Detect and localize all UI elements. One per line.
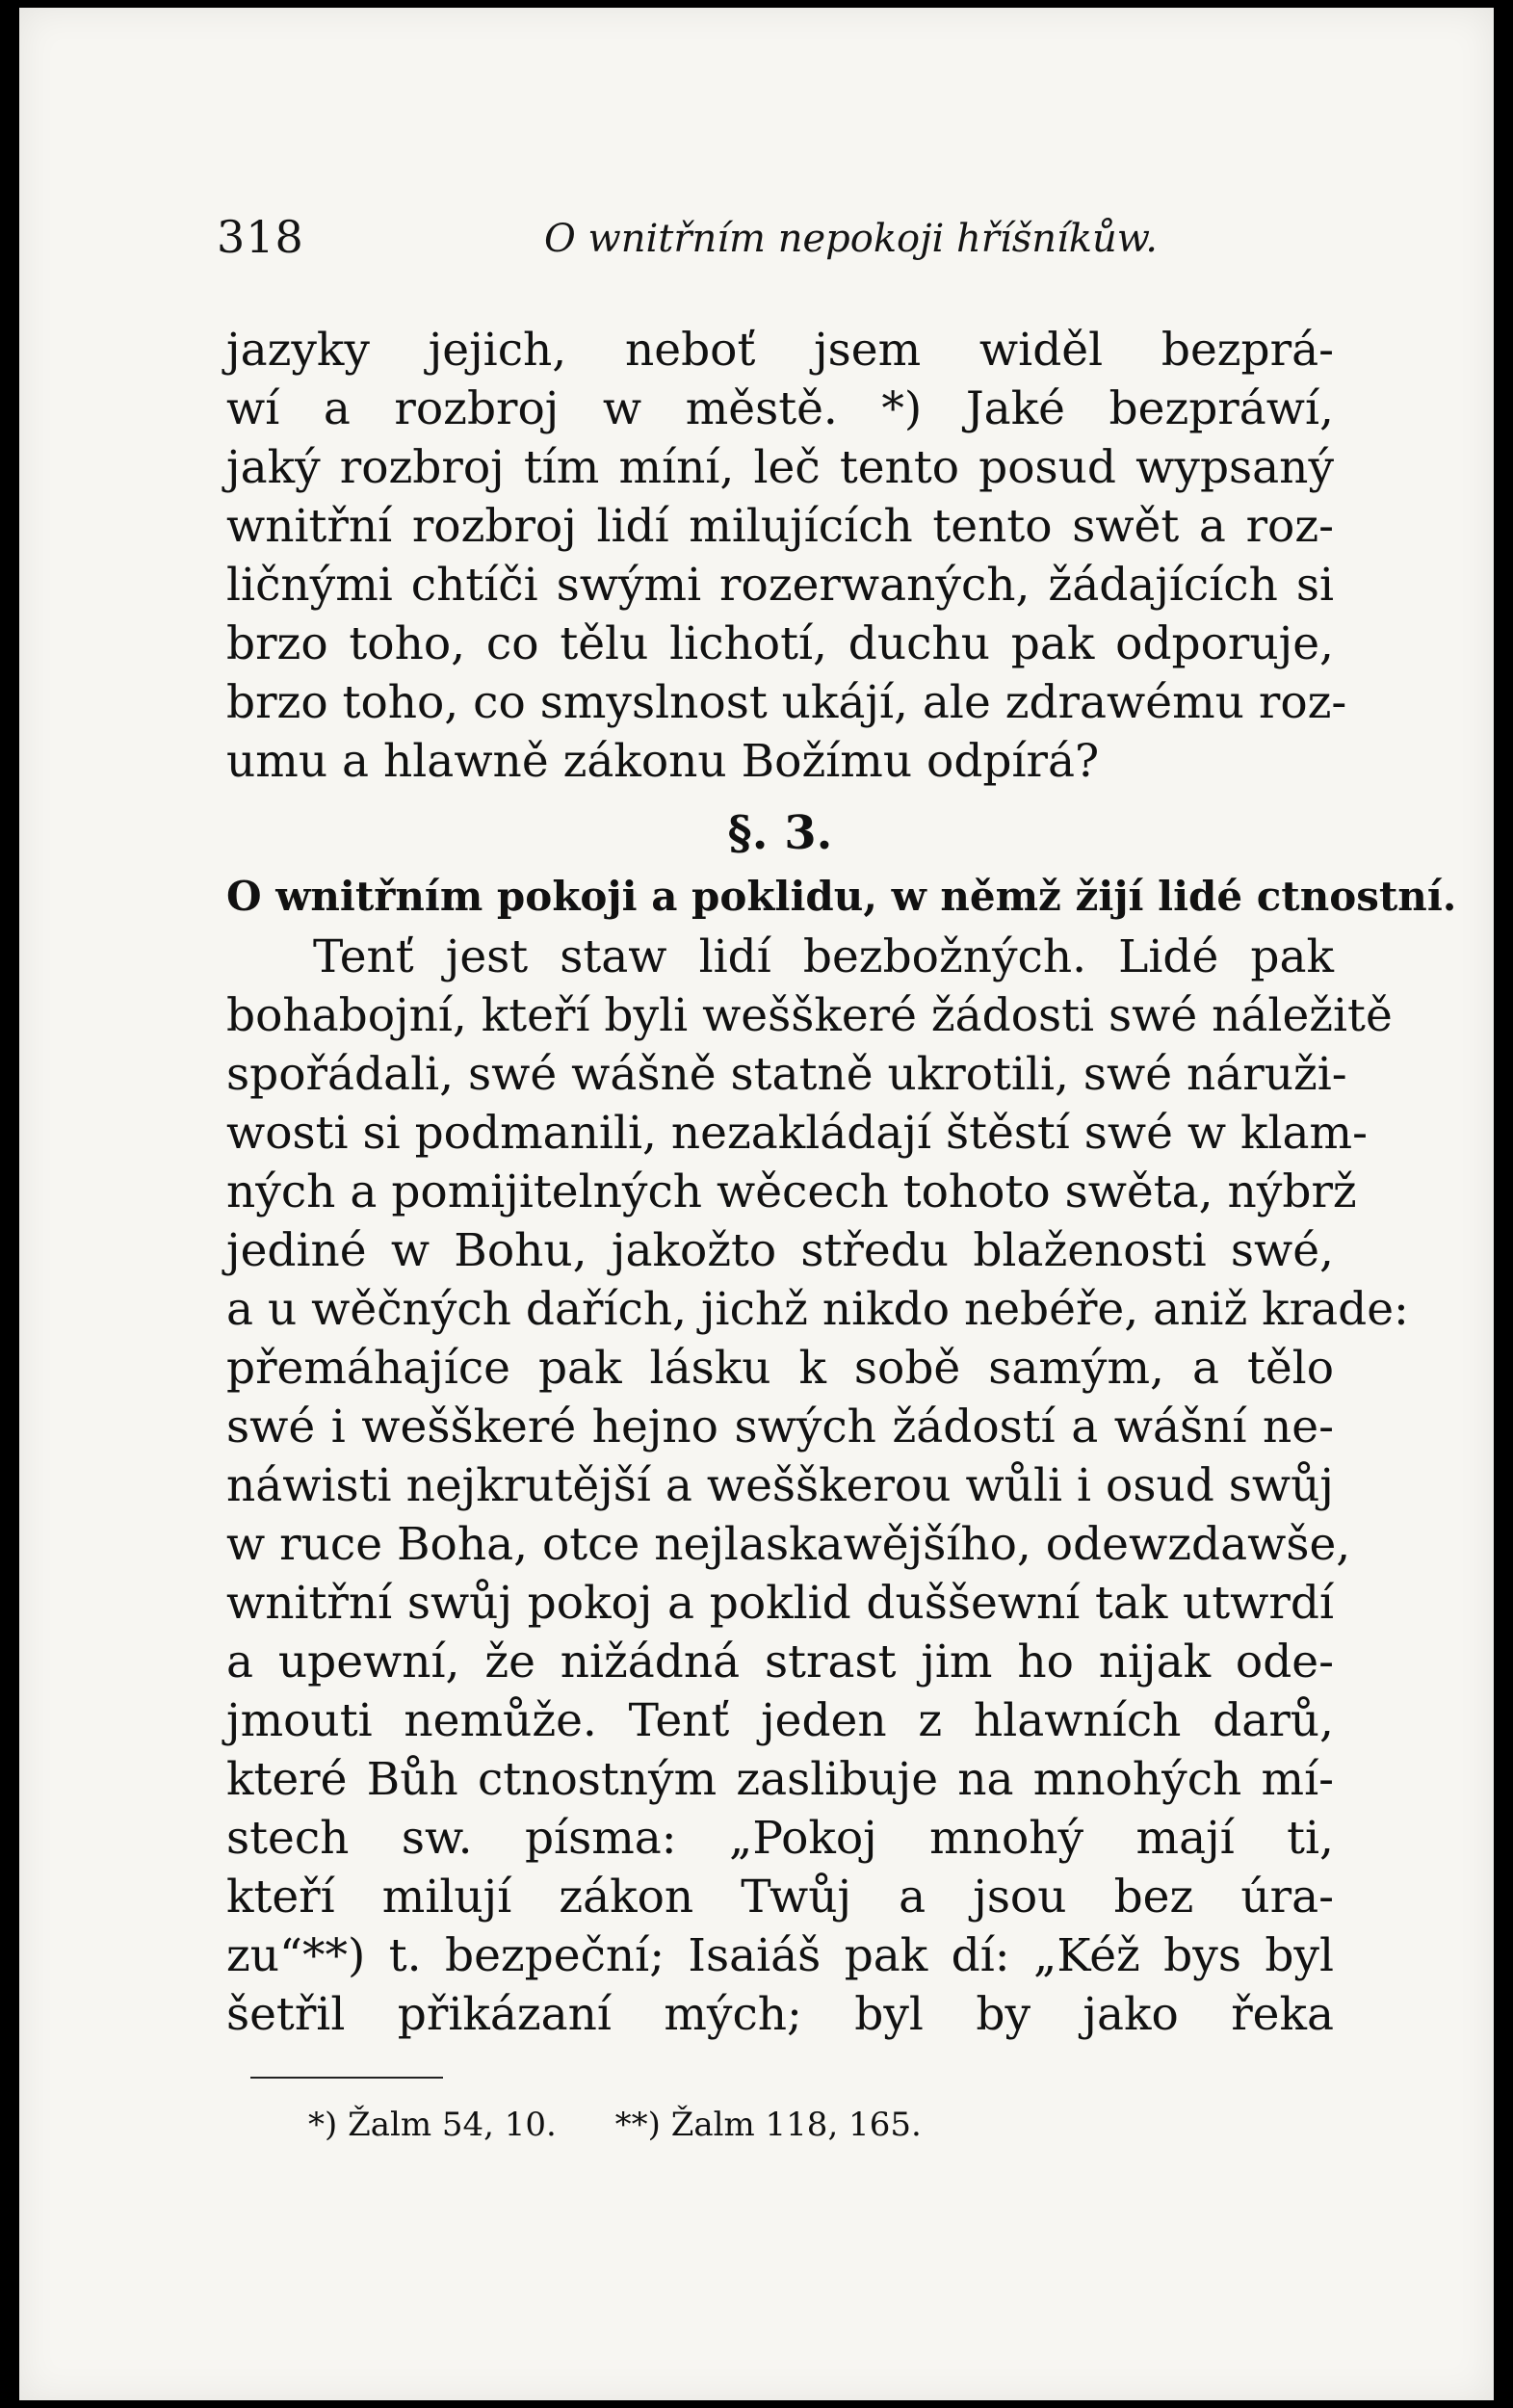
footnote-1: *) Žalm 54, 10. — [308, 2106, 557, 2144]
text-line: jazyky jejich, neboť jsem widěl bezprá- — [226, 324, 1334, 377]
page-header — [217, 205, 1324, 282]
text-line: jediné w Bohu, jakožto středu blaženosti swé, — [226, 1224, 1334, 1277]
text-line: ličnými chtíči swými rozerwaných, žádajících si — [226, 559, 1334, 612]
text-line: zu“**) t. bezpeční; Isaiáš pak dí: „Kéž bys byl — [226, 1929, 1334, 1982]
text-line: Tenť jest staw lidí bezbožných. Lidé pak — [313, 930, 1334, 983]
body-text — [226, 321, 1457, 2044]
footnote-rule — [250, 2077, 443, 2079]
footnote-2: **) Žalm 118, 165. — [614, 2106, 922, 2144]
text-line: swé i wešškeré hejno swých žádostí a wášní ne- — [226, 1400, 1334, 1453]
text-line: brzo toho, co smyslnost ukájí, ale zdrawému roz- — [226, 676, 1347, 729]
text-line: jaký rozbroj tím míní, leč tento posud wypsaný — [226, 441, 1334, 494]
paragraph-1 — [226, 321, 1347, 791]
text-line: brzo toho, co tělu lichotí, duchu pak odporuje, — [226, 617, 1334, 670]
text-line: a upewní, že nižádná strast jim ho nijak ode- — [226, 1636, 1334, 1688]
text-line: stech sw. písma: „Pokoj mnohý mají ti, — [226, 1812, 1334, 1865]
text-line: wnitřní swůj pokoj a poklid duššewní tak utwrdí — [226, 1577, 1334, 1630]
paragraph-2 — [226, 928, 1409, 2044]
text-line: ných a pomijitelných wěcech tohoto swěta, nýbrž — [226, 1165, 1357, 1218]
running-title: O wnitřním nepokoji hříšníkůw. — [544, 217, 1159, 261]
text-line: wí a rozbroj w městě. *) Jaké bezpráwí, — [226, 382, 1334, 435]
footnotes — [308, 2106, 922, 2144]
text-line: šetřil přikázaní mých; byl by jako řeka — [226, 1988, 1334, 2041]
text-line: wnitřní rozbroj lidí milujících tento swět a roz- — [226, 500, 1334, 553]
text-line: a u wěčných dařích, jichž nikdo nebéře, aniž krade: — [226, 1283, 1409, 1336]
section-title: O wnitřním pokoji a poklidu, w němž žijí lidé ctnostní. — [226, 873, 1457, 920]
text-line: jmouti nemůže. Tenť jeden z hlawních darů, — [226, 1694, 1334, 1747]
text-line: které Bůh ctnostným zaslibuje na mnohých mí- — [226, 1753, 1334, 1806]
text-line: w ruce Boha, otce nejlaskawějšího, odewzdawše, — [226, 1518, 1351, 1571]
text-line: přemáhajíce pak lásku k sobě samým, a tělo — [226, 1342, 1334, 1395]
text-line: náwisti nejkrutější a wešškerou wůli i osud swůj — [226, 1459, 1334, 1512]
text-line: wosti si podmanili, nezakládají štěstí swé w klam- — [226, 1107, 1369, 1160]
section-number: §. 3. — [727, 806, 833, 860]
page-number: 318 — [217, 211, 304, 263]
text-line: spořádali, swé wášně statně ukrotili, swé náruži- — [226, 1048, 1347, 1101]
text-line: kteří milují zákon Twůj a jsou bez úra- — [226, 1871, 1334, 1924]
text-line: umu a hlawně zákonu Božímu odpírá? — [226, 735, 1100, 788]
book-page — [19, 8, 1494, 2400]
text-line: bohabojní, kteří byli wešškeré žádosti swé náležitě — [226, 989, 1393, 1042]
